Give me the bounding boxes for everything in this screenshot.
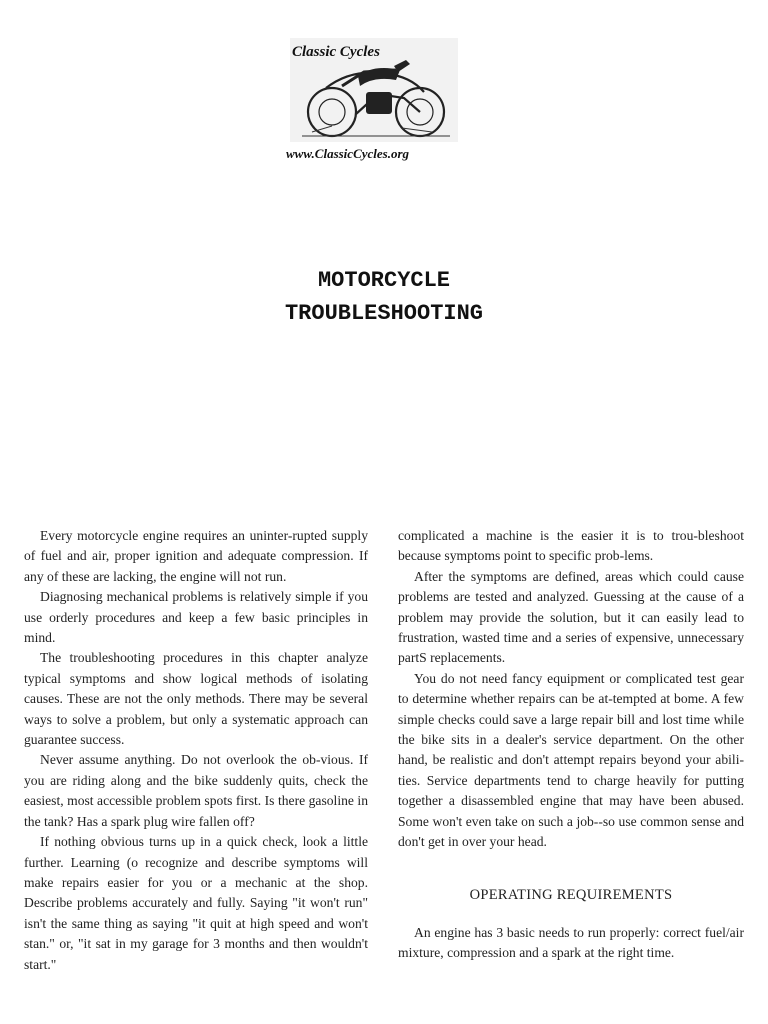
page-title	[0, 264, 768, 330]
paragraph: Diagnosing mechanical problems is relatively simple if you use orderly procedures and keep a few basic principles in mind.	[24, 589, 368, 646]
paragraph-continuation: complicated a machine is the easier it is to trou-bleshoot because symptoms point to specific prob-lems.	[398, 528, 744, 564]
title-line-1: MOTORCYCLE	[317, 268, 451, 293]
paragraph: The troubleshooting procedures in this chapter analyze typical symptoms and show logical methods of isolating causes. These are not the only methods. There may be several ways to solve a problem, but only a systematic approach can guarantee success.	[24, 650, 368, 748]
logo-url-text: www.ClassicCycles.org	[286, 146, 410, 161]
paragraph: Never assume anything. Do not overlook the ob-vious. If you are riding along and the bike suddenly quits, check the easiest, most accessible problem spots first. Is there gasoline in the tank? Has a spark plug wire fallen off?	[24, 752, 368, 829]
paragraph: An engine has 3 basic needs to run properly: correct fuel/air mixture, compression and a spark at the right time.	[398, 924, 744, 961]
paragraph: You do not need fancy equipment or complicated test gear to determine whether repairs can be at-tempted at bome. A few simple checks could save a large repair bill and lost time while the bike sits in a dealer's service department. On the other hand, be realistic and don't attempt repairs beyond your abili-ties. Service departments tend to charge heavily for putting together a disassembled engine that may have been abused. Some won't even take on such a job--so use common sense and don't get in over your head.	[398, 670, 744, 850]
section-heading: OPERATING REQUIREMENTS	[469, 886, 673, 903]
paragraph: If nothing obvious turns up in a quick check, look a little further. Learning (o recognize and describe symptoms will make repairs easier for you or a mechanic at the shop. Describe problems accurately and fully. Saying "it won't run" isn't the same thing as saying "it quit at high speed and won't stan." or, "it sat in my garage for 3 months and then wouldn't start."	[24, 834, 368, 972]
logo-brand-text: Classic Cycles	[292, 44, 380, 60]
motorcycle-logo-icon	[282, 36, 466, 166]
paragraph: Every motorcycle engine requires an uninter-rupted supply of fuel and air, proper ignition and adequate compression. If any of these are lacking, the engine will not run.	[24, 528, 368, 584]
left-column	[24, 526, 368, 975]
right-column	[398, 526, 744, 964]
classic-cycles-logo	[282, 36, 466, 166]
paragraph: After the symptoms are defined, areas which could cause problems are tested and analyzed. Guessing at the cause of a problem may provide the solution, but it can easily lead to frustration, wasted time and a series of expensive, unnecessary partS replacements.	[398, 568, 744, 666]
title-line-2: TROUBLESHOOTING	[284, 301, 484, 326]
